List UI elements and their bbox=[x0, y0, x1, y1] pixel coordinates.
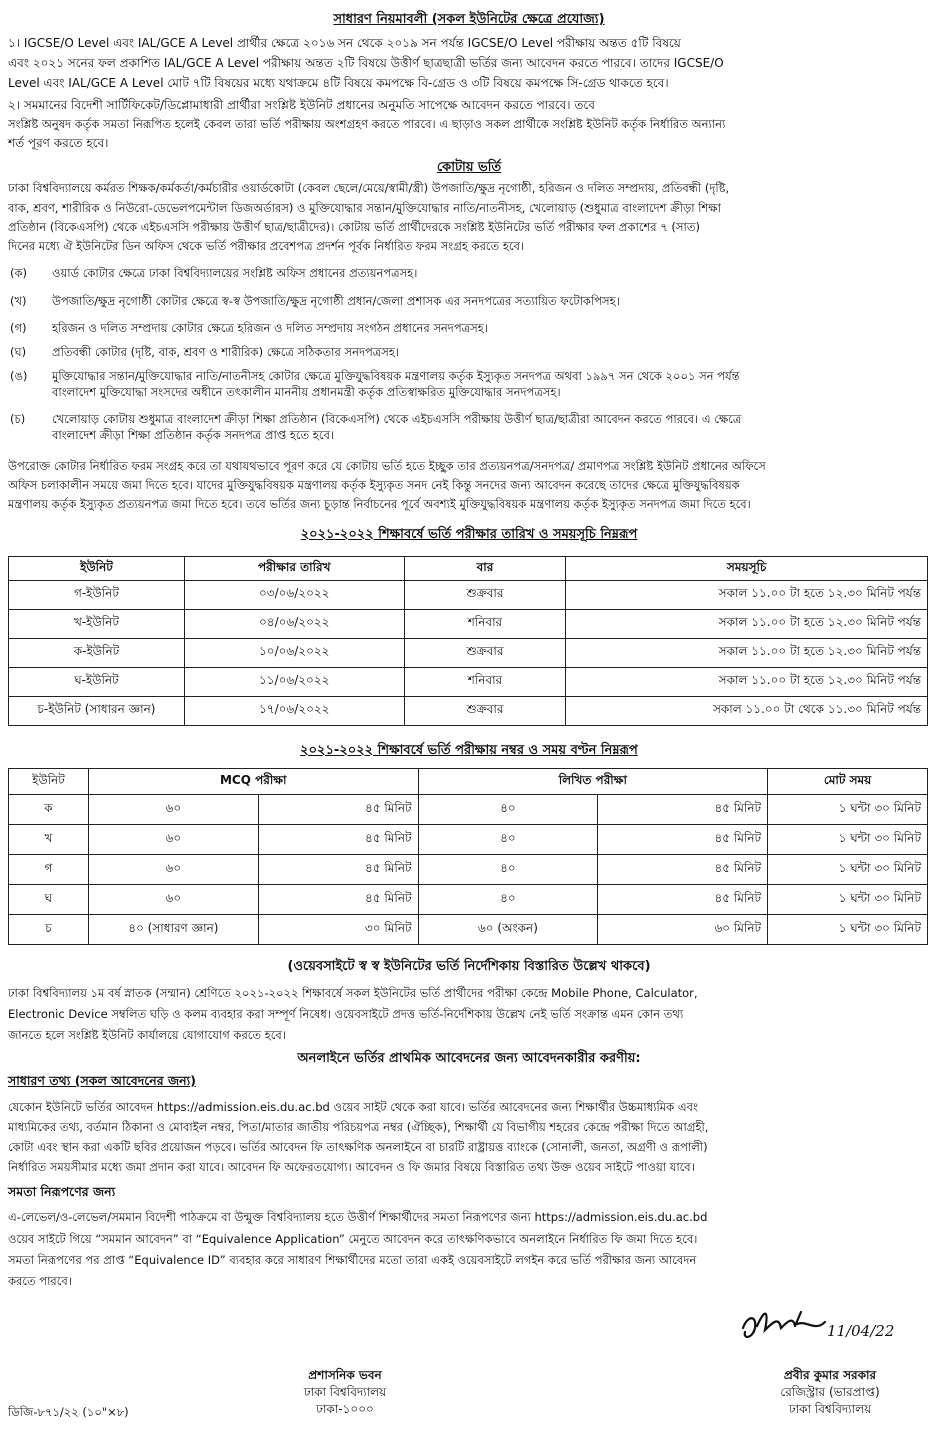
table-cell: সকাল ১১.০০ টা হতে ১২.৩০ মিনিট পর্যন্ত bbox=[566, 639, 928, 668]
table-cell: ১১/০৬/২০২২ bbox=[184, 668, 404, 697]
quota-item-label: (ক) bbox=[10, 266, 28, 280]
quota-outro-line2: অফিস চলাকালীন সময়ে জমা দিতে হবে। যাদের মুক্তিযুদ্ধবিষয়ক মন্ত্রণালয় কর্তৃক ইস্যুকৃত সনদ নেই কিন্তু সনদের জন্য আবেদন করেছে তাদের ক্ষেত্রে মুক্তিযুদ্ধবিষয়ক bbox=[8, 478, 740, 492]
quota-item-text: ওয়ার্ড কোটার ক্ষেত্রে ঢাকা বিশ্ববিদ্যালয়ের সংশ্লিষ্ট অফিস প্রধানের প্রত্যয়নপত্রসহ। bbox=[52, 266, 418, 280]
device-notice-line3: জানতে হলে সংশ্লিষ্ট ইউনিট কার্যালয়ে যোগাযোগ করতে হবে। bbox=[8, 1028, 286, 1042]
table-cell: ১ ঘন্টা ৩০ মিনিট bbox=[768, 885, 928, 915]
table-cell: ৬০ মিনিট bbox=[598, 915, 768, 945]
table-row bbox=[9, 885, 928, 915]
general-info-heading: সাধারণ তথ্য (সকল আবেদনের জন্য) bbox=[8, 1073, 196, 1088]
table-row bbox=[9, 610, 928, 639]
quota-item-label: (ঘ) bbox=[10, 345, 27, 359]
table-cell: ৪০ bbox=[418, 795, 598, 825]
table-cell: গ-ইউনিট bbox=[9, 581, 185, 610]
general-info-line4: নির্ধারিত সময়সীমার মধ্যে জমা প্রদান করা যাবে। আবেদন ফি অফেরতযোগ্য। আবেদন ও ফি জমার বিষয়ে বিস্তারিত তথ্য উক্ত ওয়েব সাইটে পাওয়া যাবে। bbox=[8, 1160, 695, 1174]
quota-item-text-cont: বাংলাদেশ মুক্তিযোদ্ধা সংসদের অধীনে তৎকালীন মাননীয় প্রধানমন্ত্রী কর্তৃক প্রতিস্বাক্ষরিত মুক্তিযোদ্ধার সনদপত্রসহ। bbox=[52, 385, 561, 399]
table-cell: খ-ইউনিট bbox=[9, 610, 185, 639]
table-cell: ৬০ bbox=[88, 885, 258, 915]
quota-item-label: (খ) bbox=[10, 294, 27, 308]
quota-item-label: (চ) bbox=[10, 412, 26, 426]
signer-org: ঢাকা বিশ্ববিদ্যালয় bbox=[788, 1402, 872, 1416]
general-info-line3: কোটা এবং স্থান করা একটি ছবির প্রয়োজন পড়বে। ভর্তির আবেদন ফি তাৎক্ষণিক অনলাইনে বা চারটি রাষ্ট্রায়ত্ত ব্যাংকে (সোনালী, জনতা, অগ্রণী ও রূপালী) bbox=[8, 1140, 708, 1154]
device-notice-line1: ঢাকা বিশ্ববিদ্যালয় ১ম বর্ষ স্নাতক (সম্মান) শ্রেণিতে ২০২১-২০২২ শিক্ষাবর্ষে সকল ইউনিটের ভর্তি প্রার্থীদের পরীক্ষা কেন্দ্রে Mobile Phone, Calculator, bbox=[8, 986, 698, 1000]
table-row bbox=[9, 915, 928, 945]
table-cell: শনিবার bbox=[404, 610, 566, 639]
quota-intro-line3: প্রতিষ্ঠান (বিকেএসপি) থেকে এইচএসসি পরীক্ষায় উত্তীর্ণ ছাত্র/ছাত্রীদের)। কোটায় ভর্তি প্রার্থীদেরকে সংশ্লিষ্ট ইউনিটের ভর্তি পরীক্ষার ফল প্রকাশের ৭ (সাত) bbox=[8, 220, 700, 234]
table-cell: খ bbox=[9, 825, 89, 855]
table-cell: চ bbox=[9, 915, 89, 945]
table-row bbox=[9, 795, 928, 825]
table-cell: ৪০ (সাধারণ জ্ঞান) bbox=[88, 915, 258, 945]
table-cell: শুক্রবার bbox=[404, 581, 566, 610]
table-cell: ৬০ bbox=[88, 825, 258, 855]
marks-title: ২০২১-২০২২ শিক্ষাবর্ষে ভর্তি পরীক্ষায় নম্বর ও সময় বণ্টন নিম্নরূপ bbox=[300, 743, 638, 758]
quota-title: কোটায় ভর্তি bbox=[436, 160, 502, 175]
quota-intro-line2: বাক, শ্রবণ, শারীরিক ও নিউরো-ডেভেলপমেন্টাল ডিজঅর্ডারস) ও মুক্তিযোদ্ধার সন্তান/মুক্তিযোদ্ধার নাতি/নাতনীসহ, খেলোয়াড় (শুধুমাত্র বাংলাদেশ ক্রীড়া শিক্ষা bbox=[8, 201, 721, 215]
table-cell: সকাল ১১.০০ টা হতে ১২.৩০ মিনিট পর্যন্ত bbox=[566, 668, 928, 697]
office-line1: প্রশাসনিক ভবন bbox=[308, 1368, 382, 1382]
table-cell: ৪৫ মিনিট bbox=[258, 825, 418, 855]
table-cell: ৪৫ মিনিট bbox=[258, 885, 418, 915]
marks-table bbox=[8, 768, 928, 945]
table-row bbox=[9, 639, 928, 668]
signer-name: প্রবীর কুমার সরকার bbox=[783, 1368, 877, 1382]
column-header-written: লিখিত পরীক্ষা bbox=[418, 769, 768, 795]
equivalence-line3: সমতা নিরূপণের পর প্রাপ্ত “Equivalence ID” ব্যবহার করে সাধারণ শিক্ষার্থীদের মতো তারা একই ওয়েবসাইটে লগইন করে ভর্তি পরীক্ষার জন্য আবেদন bbox=[8, 1253, 697, 1267]
quota-intro-line4: দিনের মধ্যে ঐ ইউনিটের ডিন অফিস থেকে ভর্তি পরীক্ষার প্রবেশপত্র প্রদর্শন পূর্বক নির্ধারিত ফরম সংগ্রহ করতে হবে। bbox=[8, 239, 525, 253]
registrar-signature bbox=[735, 1298, 905, 1348]
quota-outro-line3: মন্ত্রণালয় কর্তৃক ইস্যুকৃত প্রত্যয়নপত্র জমা দিতে হবে। তবে ভর্তির জন্য চূড়ান্ত নির্বাচনের পূর্বে অবশ্যই মুক্তিযুদ্ধবিষয়ক মন্ত্রণালয় কর্তৃক ইস্যুকৃত সনদপত্র জমা দিতে হবে। bbox=[8, 497, 751, 511]
table-cell: সকাল ১১.০০ টা থেকে ১১.৩০ মিনিট পর্যন্ত bbox=[566, 697, 928, 726]
signature-date: 11/04/22 bbox=[827, 1322, 895, 1340]
table-row bbox=[9, 668, 928, 697]
table-header-row bbox=[9, 769, 928, 795]
general-info-line2: মাধ্যমিকের তথ্য, বর্তমান ঠিকানা ও মোবাইল নম্বর, পিতা/মাতার জাতীয় পরিচয়পত্র নম্বর (ঐচ্ছিক), শিক্ষার্থী যে বিভাগীয় শহরের কেন্দ্রে পরীক্ষা দিতে আগ্রহী, bbox=[8, 1120, 709, 1134]
table-cell: সকাল ১১.০০ টা হতে ১২.৩০ মিনিট পর্যন্ত bbox=[566, 581, 928, 610]
equivalence-heading: সমতা নিরূপণের জন্য bbox=[8, 1184, 116, 1199]
schedule-title: ২০২১-২০২২ শিক্ষাবর্ষে ভর্তি পরীক্ষার তারিখ ও সময়সূচি নিম্নরূপ bbox=[300, 527, 638, 542]
table-cell: ১ ঘন্টা ৩০ মিনিট bbox=[768, 855, 928, 885]
column-header: সময়সূচি bbox=[566, 557, 928, 581]
table-cell: ০৩/০৬/২০২২ bbox=[184, 581, 404, 610]
table-cell: শনিবার bbox=[404, 668, 566, 697]
quota-item-text-cont: বাংলাদেশ ক্রীড়া শিক্ষা প্রতিষ্ঠান কর্তৃক সনদপত্র প্রাপ্ত হতে হবে। bbox=[52, 428, 335, 442]
table-cell: ৪৫ মিনিট bbox=[258, 795, 418, 825]
table-cell: ৪০ bbox=[418, 885, 598, 915]
table-cell: ৪০ bbox=[418, 855, 598, 885]
table-cell: ৪৫ মিনিট bbox=[598, 855, 768, 885]
table-cell: ১৭/০৬/২০২২ bbox=[184, 697, 404, 726]
office-line3: ঢাকা-১০০০ bbox=[316, 1402, 374, 1416]
quota-item-label: (ঙ) bbox=[10, 369, 28, 383]
table-cell: গ bbox=[9, 855, 89, 885]
column-header: মোট সময় bbox=[768, 769, 928, 795]
quota-intro-line1: ঢাকা বিশ্ববিদ্যালয়ে কর্মরত শিক্ষক/কর্মকর্তা/কর্মচারীর ওয়ার্ডকোটা (কেবল ছেলে/মেয়ে/স্বামী/স্ত্রী) উপজাতি/ক্ষুদ্র নৃগোষ্ঠী, হরিজন ও দলিত সম্প্রদায়, প্রতিবন্ধী (দৃষ্টি, bbox=[8, 181, 730, 195]
quota-item-text: প্রতিবন্ধী কোটার (দৃষ্টি, বাক, শ্রবণ ও শারীরিক) ক্ষেত্রে সঠিকতার সনদপত্রসহ। bbox=[52, 345, 399, 359]
table-cell: ১ ঘন্টা ৩০ মিনিট bbox=[768, 795, 928, 825]
table-cell: ৬০ (অংকন) bbox=[418, 915, 598, 945]
table-cell: ৪৫ মিনিট bbox=[598, 825, 768, 855]
quota-item-label: (গ) bbox=[10, 321, 27, 335]
table-cell: ১ ঘন্টা ৩০ মিনিট bbox=[768, 915, 928, 945]
table-header-row bbox=[9, 557, 928, 581]
table-cell: ক-ইউনিট bbox=[9, 639, 185, 668]
rule2-line2: সংশ্লিষ্ট অনুষদ কর্তৃক সমতা নিরূপিত হলেই কেবল তারা ভর্তি পরীক্ষায় অংশগ্রহণ করতে পারবে। এ ছাড়াও সকল প্রার্থীকে সংশ্লিষ্ট ইউনিট কর্তৃক নির্ধারিত অন্যান্য bbox=[8, 117, 726, 131]
table-cell: ৬০ bbox=[88, 795, 258, 825]
table-cell: ঘ bbox=[9, 885, 89, 915]
table-cell: ৪৫ মিনিট bbox=[258, 855, 418, 885]
general-info-line1: যেকোন ইউনিটে ভর্তির আবেদন https://admission.eis.du.ac.bd ওয়েব সাইট থেকে করা যাবে। ভর্তির আবেদনের জন্য শিক্ষার্থীর উচ্চমাধ্যমিক এবং bbox=[8, 1100, 698, 1114]
website-note: (ওয়েবসাইটে স্ব স্ব ইউনিটের ভর্তি নির্দেশিকায় বিস্তারিত উল্লেখ থাকবে) bbox=[287, 959, 651, 974]
office-address bbox=[230, 1367, 460, 1418]
quota-item-text: হরিজন ও দলিত সম্প্রদায় কোটার ক্ষেত্রে হরিজন ও দলিত সম্প্রদায় সংগঠন প্রধানের সনদপত্রসহ। bbox=[52, 321, 488, 335]
general-rules-title: সাধারণ নিয়মাবলী (সকল ইউনিটের ক্ষেত্রে প্রযোজ্য) bbox=[333, 12, 605, 27]
quota-item-text: খেলোয়াড় কোটায় শুধুমাত্র বাংলাদেশ ক্রীড়া শিক্ষা প্রতিষ্ঠান (বিকেএসপি) থেকে এইচএসসি পরীক্ষায় উত্তীর্ণ ছাত্র/ছাত্রীরা আবেদন করতে পারবে। এ ক্ষেত্রে bbox=[52, 412, 742, 426]
schedule-table bbox=[8, 556, 928, 726]
reference-number: ডিজি-৮৭১/২২ (১০"×৮) bbox=[8, 1405, 129, 1419]
rule1-line2: এবং ২০২১ সনের ফল প্রকাশিত IAL/GCE A Level পরীক্ষায় অন্তত ২টি বিষয়ে উত্তীর্ণ ছাত্রছাত্রী ভর্তির জন্য আবেদন করতে পারবে। তাদের IGCSE/O bbox=[8, 56, 724, 70]
table-cell: ০৪/০৬/২০২২ bbox=[184, 610, 404, 639]
column-header: বার bbox=[404, 557, 566, 581]
equivalence-line2: ওয়েব সাইটে গিয়ে “সমমান আবেদন” বা “Equivalence Application” মেনুতে আবেদন করে তাৎক্ষণিকভাবে অনলাইনে নির্ধারিত ফি জমা দিতে হবে। bbox=[8, 1232, 698, 1246]
equivalence-line1: এ-লেভেল/ও-লেভেল/সমমান বিদেশী পাঠক্রমে বা উন্মুক্ত বিশ্ববিদ্যালয় হতে উত্তীর্ণ শিক্ষার্থীদের সমতা নিরূপণের জন্য https://admission.eis.du.ac.bd bbox=[8, 1210, 708, 1224]
table-cell: ঘ-ইউনিট bbox=[9, 668, 185, 697]
rule1-line3: Level এবং IAL/GCE A Level মোট ৭টি বিষয়ের মধ্যে যথাক্রমে ৪টি বিষয়ে কমপক্ষে বি-গ্রেড ও ৩টি বিষয়ে কমপক্ষে সি-গ্রেড থাকতে হবে। bbox=[8, 76, 669, 90]
table-row bbox=[9, 697, 928, 726]
table-cell: শুক্রবার bbox=[404, 697, 566, 726]
table-cell: ৪৫ মিনিট bbox=[598, 885, 768, 915]
column-header: পরীক্ষার তারিখ bbox=[184, 557, 404, 581]
table-cell: ৬০ bbox=[88, 855, 258, 885]
table-row bbox=[9, 581, 928, 610]
equivalence-line4: করতে পারবে। bbox=[8, 1274, 72, 1288]
quota-item-text: উপজাতি/ক্ষুদ্র নৃগোষ্ঠী কোটার ক্ষেত্রে স্ব-স্ব উপজাতি/ক্ষুদ্র নৃগোষ্ঠী প্রধান/জেলা প্রশাসক এর সনদপত্রের সত্যায়িত ফটোকপিসহ। bbox=[52, 294, 620, 308]
column-header: ইউনিট bbox=[9, 557, 185, 581]
online-title: অনলাইনে ভর্তির প্রাথমিক আবেদনের জন্য আবেদনকারীর করণীয়: bbox=[297, 1051, 641, 1066]
column-header: ইউনিট bbox=[9, 769, 89, 795]
quota-outro-line1: উপরোক্ত কোটার নির্ধারিত ফরম সংগ্রহ করে তা যথাযথভাবে পূরণ করে যে কোটায় ভর্তি হতে ইচ্ছুক তার প্রত্যয়নপত্র/সনদপত্র/ প্রমাণপত্র সংশ্লিষ্ট ইউনিট প্রধানের অফিসে bbox=[8, 459, 766, 473]
column-header-mcq: MCQ পরীক্ষা bbox=[88, 769, 418, 795]
table-cell: চ-ইউনিট (সাধারন জ্ঞান) bbox=[9, 697, 185, 726]
table-cell: শুক্রবার bbox=[404, 639, 566, 668]
signer-block bbox=[730, 1367, 930, 1418]
table-cell: ৪৫ মিনিট bbox=[598, 795, 768, 825]
rule1-line1: ১। IGCSE/O Level এবং IAL/GCE A Level প্রার্থীর ক্ষেত্রে ২০১৬ সন থেকে ২০১৯ সন পর্যন্ত IGCSE/O Level পরীক্ষায় অন্তত ৫টি বিষয়ে bbox=[8, 36, 681, 50]
table-row bbox=[9, 855, 928, 885]
rule2-line1: ২। সমমানের বিদেশী সার্টিফিকেট/ডিপ্লোমাধারী প্রার্থীরা সংশ্লিষ্ট ইউনিট প্রধানের অনুমতি সাপেক্ষে আবেদন করতে পারবে। তবে bbox=[8, 98, 595, 112]
rule2-line3: শর্ত পূরণ করতে হবে। bbox=[8, 136, 109, 150]
table-cell: ৩০ মিনিট bbox=[258, 915, 418, 945]
device-notice-line2: Electronic Device সম্বলিত ঘড়ি ও কলম ব্যবহার করা সম্পূর্ণ নিষেধ। ওয়েবসাইটে প্রদত্ত ভর্তি-নির্দেশিকায় উল্লেখ নেই ভর্তি সংক্রান্ত এমন কোন তথ্য bbox=[8, 1007, 684, 1021]
table-row bbox=[9, 825, 928, 855]
quota-item-text: মুক্তিযোদ্ধার সন্তান/মুক্তিযোদ্ধার নাতি/নাতনীসহ কোটার ক্ষেত্রে মুক্তিযুদ্ধবিষয়ক মন্ত্রণালয় কর্তৃক ইস্যুকৃত সনদপত্র অথবা ১৯৯৭ সন থেকে ২০০১ সন পর্যন্ত bbox=[52, 369, 740, 383]
table-cell: ক bbox=[9, 795, 89, 825]
table-cell: সকাল ১১.০০ টা হতে ১২.৩০ মিনিট পর্যন্ত bbox=[566, 610, 928, 639]
table-cell: ৪০ bbox=[418, 825, 598, 855]
signer-title: রেজিস্ট্রার (ভারপ্রাপ্ত) bbox=[780, 1385, 880, 1399]
table-cell: ১০/০৬/২০২২ bbox=[184, 639, 404, 668]
office-line2: ঢাকা বিশ্ববিদ্যালয় bbox=[303, 1385, 387, 1399]
table-cell: ১ ঘন্টা ৩০ মিনিট bbox=[768, 825, 928, 855]
